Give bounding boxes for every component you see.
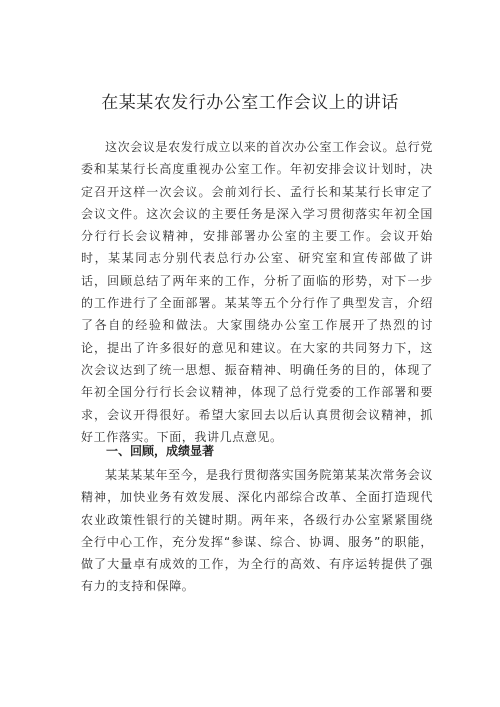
document-title: 在某某农发行办公室工作会议上的讲话 (101, 93, 399, 113)
paragraph-intro: 这次会议是农发行成立以来的首次办公室工作会议。总行党委和某某行长高度重视办公室工作。年初安排会议计划时，决定召开这样一次会议。会前刘行长、孟行长和某某行长审定了会议文件。这次会议的主要任务是深入学习贯彻落实年初全国分行行长会议精神，安排部署办公室的主要工作。会议开始时，某某同志分别代表总行办公室、研究室和宣传部做了讲话，回顾总结了两年来的工作，分析了面临的形势，对下一步的工作进行了全面部署。某某等五个分行作了典型发言，介绍了各自的经验和做法。大家围绕办公室工作展开了热烈的讨论，提出了许多很好的意见和建议。在大家的共同努力下，这次会议达到了统一思想、振奋精神、明确任务的目的，体现了年初全国分行行长会议精神，体现了总行党委的工作部署和要求，会议开得很好。希望大家回去以后认真贯彻会议精神，抓好工作落实。下面，我讲几点意见。 (81, 140, 433, 444)
body-section-review (81, 464, 433, 598)
section-heading-review: 一、回顾，成绩显著 (106, 444, 215, 458)
body-section-intro (81, 136, 433, 448)
paragraph-review: 某某某某年至今，是我行贯彻落实国务院第某某次常务会议精神，加快业务有效发展、深化内部综合改革、全面打造现代农业政策性银行的关键时期。两年来，各级行办公室紧紧围绕全行中心工作，充分发挥“参谋、综合、协调、服务”的职能，做了大量卓有成效的工作，为全行的高效、有序运转提供了强有力的支持和保障。 (81, 468, 433, 594)
